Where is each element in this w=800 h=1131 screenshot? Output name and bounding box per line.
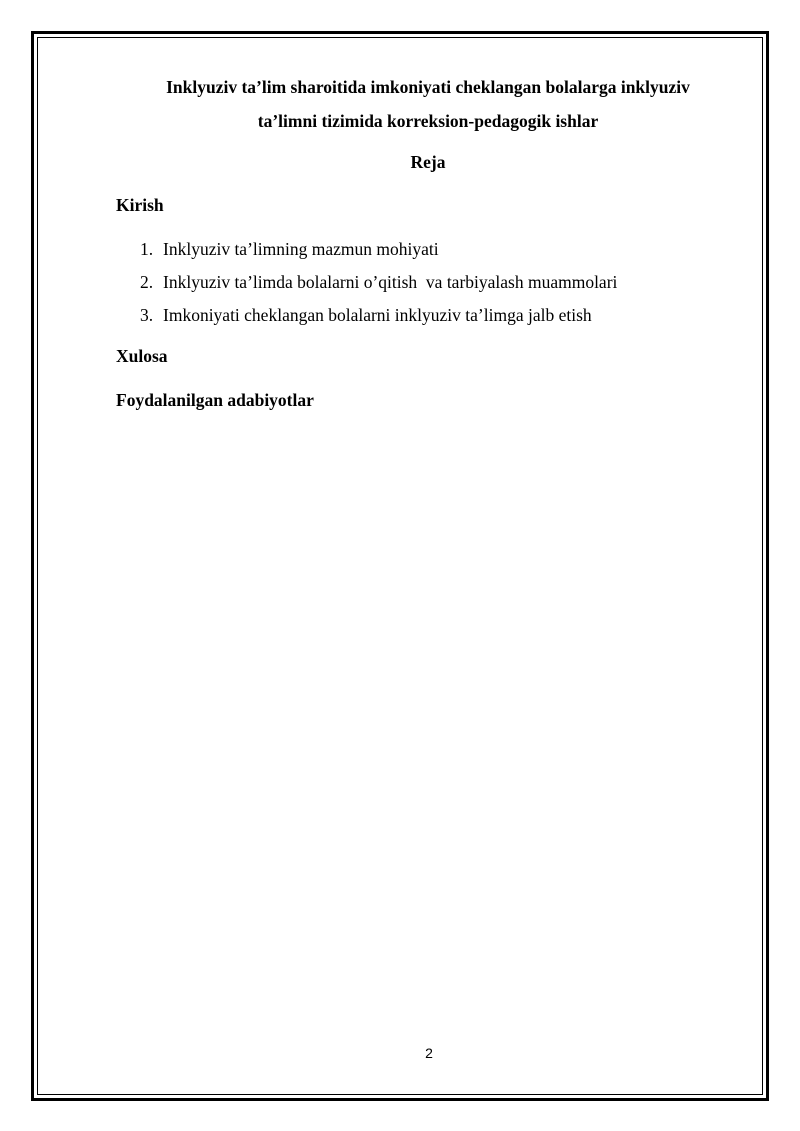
list-item-text: Imkoniyati cheklangan bolalarni inklyuziv ta’limga jalb etish: [163, 305, 592, 325]
list-item-text: Inklyuziv ta’limning mazmun mohiyati: [163, 239, 439, 259]
list-item: [140, 303, 617, 336]
list-item: [140, 237, 617, 270]
references-heading: Foydalanilgan adabiyotlar: [116, 390, 314, 410]
intro-heading: Kirish: [116, 195, 164, 215]
document-title: [100, 70, 756, 138]
plan-list: [140, 237, 617, 336]
list-item-text: Inklyuziv ta’limda bolalarni o’qitish va tarbiyalash muammolari: [163, 272, 618, 292]
conclusion-heading: Xulosa: [116, 346, 168, 366]
list-item-number: 1.: [140, 239, 154, 259]
title-line-1: Inklyuziv ta’lim sharoitida imkoniyati cheklangan bolalarga inklyuziv: [166, 77, 690, 97]
page-border: [31, 31, 769, 1101]
list-item: [140, 270, 617, 303]
list-item-number: 2.: [140, 272, 154, 292]
page-number: 2: [425, 1045, 433, 1061]
title-line-2: ta’limni tizimida korreksion-pedagogik ishlar: [257, 111, 599, 131]
plan-heading: Reja: [410, 152, 446, 172]
list-item-number: 3.: [140, 305, 154, 325]
